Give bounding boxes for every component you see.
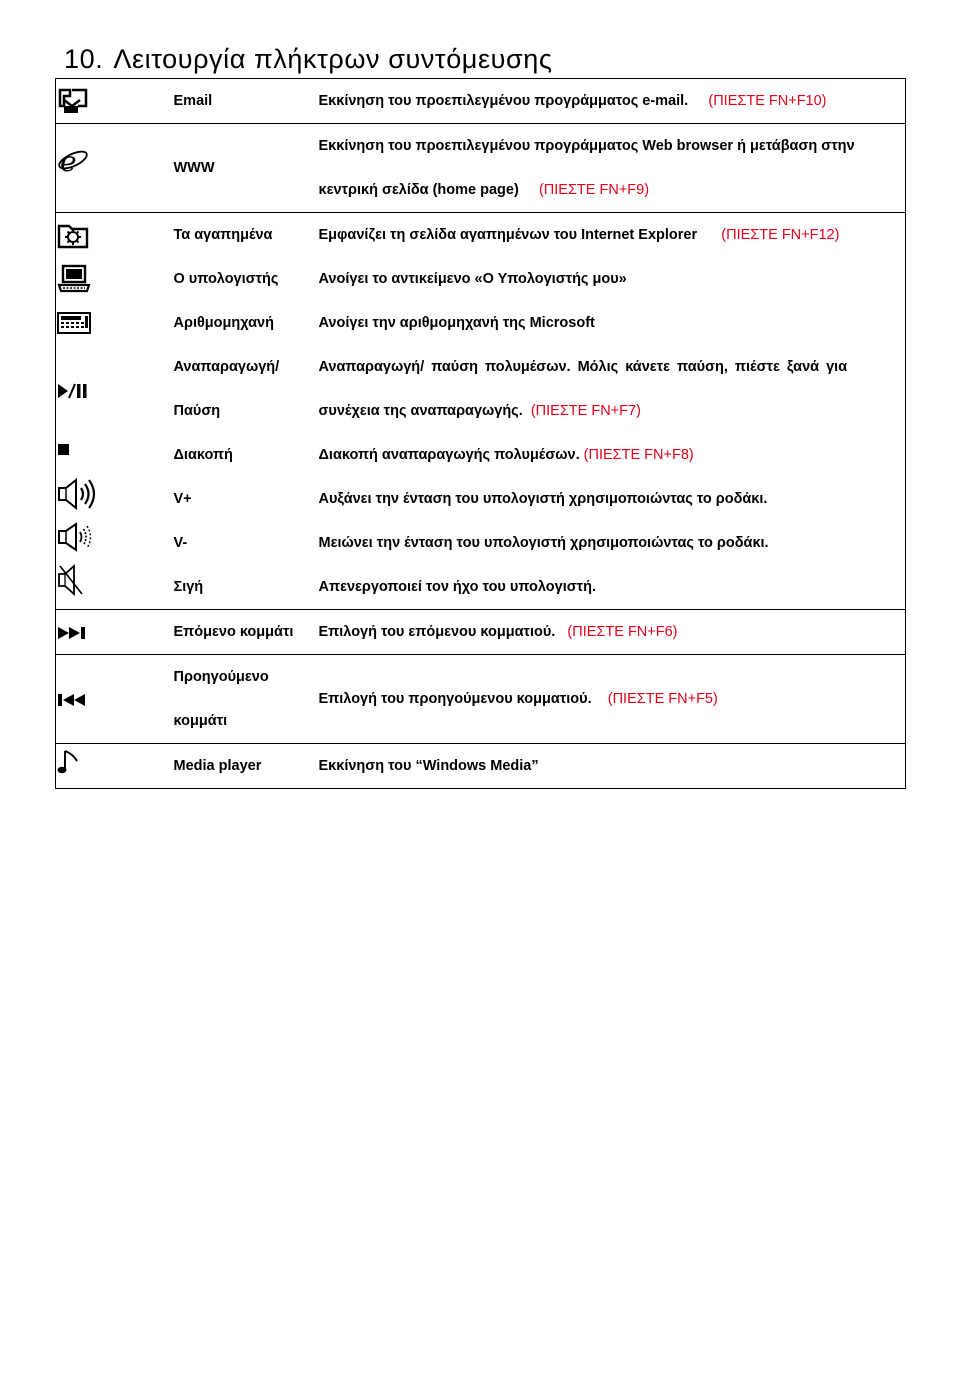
description-text: Διακοπή αναπαραγωγής πολυμέσων.: [318, 447, 580, 463]
key-name-line-2: Παύση: [173, 403, 221, 419]
table-row: [56, 301, 906, 345]
key-combo: (ΠΙΕΣΤΕ FN+F10): [708, 93, 827, 109]
mute-icon: [56, 562, 86, 598]
description-text: Εμφανίζει τη σελίδα αγαπημένων του Internet Explorer: [318, 227, 698, 243]
section-number: 10.: [64, 44, 104, 74]
key-name: Αριθμομηχανή: [173, 315, 274, 331]
key-name: V-: [173, 535, 188, 551]
table-row: [56, 521, 906, 565]
key-description: Ανοίγει την αριθμομηχανή της Microsoft: [311, 301, 906, 345]
icon-cell: [56, 213, 168, 258]
description-line-1: Εκκίνηση του προεπιλεγμένου προγράμματος Web browser ή μετάβαση στην: [318, 138, 855, 154]
volume-down-icon: [56, 521, 96, 553]
table-row: [56, 79, 906, 124]
table-row: [56, 477, 906, 521]
section-title: Λειτουργία πλήκτρων συντόμευσης: [113, 44, 553, 74]
key-name-line-1: Αναπαραγωγή/: [173, 359, 280, 375]
table-row: [56, 744, 906, 789]
icon-cell: [56, 79, 168, 124]
key-name: Email: [168, 79, 311, 124]
icon-cell: [56, 301, 168, 345]
description-text: Επιλογή του προηγούμενου κομματιού.: [318, 691, 592, 707]
table-row: [56, 213, 906, 258]
key-combo: (ΠΙΕΣΤΕ FN+F5): [607, 691, 718, 707]
key-description: Αυξάνει την ένταση του υπολογιστή χρησιμοποιώντας το ροδάκι.: [311, 477, 906, 521]
icon-cell: [56, 610, 168, 655]
key-combo: (ΠΙΕΣΤΕ FN+F7): [530, 403, 641, 419]
key-combo: (ΠΙΕΣΤΕ FN+F12): [721, 227, 840, 243]
description-line-2: [319, 389, 906, 433]
key-combo: (ΠΙΕΣΤΕ FN+F8): [583, 447, 694, 463]
table-row: [56, 610, 906, 655]
table-row: [56, 655, 906, 744]
next-track-icon: [56, 624, 90, 642]
description-text: συνέχεια της αναπαραγωγής.: [318, 403, 523, 419]
stop-icon: [56, 441, 76, 461]
key-combo: (ΠΙΕΣΤΕ FN+F6): [567, 624, 678, 640]
key-name-line-1: Προηγούμενο: [173, 669, 269, 685]
music-note-icon: [56, 747, 82, 777]
key-name-line-2: κομμάτι: [173, 713, 228, 729]
key-description: [311, 213, 906, 258]
key-description: [311, 655, 906, 744]
key-name: Επόμενο κομμάτι: [168, 610, 311, 655]
key-description: [311, 345, 906, 433]
icon-cell: [56, 655, 168, 744]
key-name: Ο υπολογιστής: [173, 271, 279, 287]
key-name: Media player: [168, 744, 311, 789]
key-description: Απενεργοποιεί τον ήχο του υπολογιστή.: [311, 565, 906, 610]
shortcut-table: [55, 78, 906, 789]
internet-explorer-icon: [56, 145, 90, 179]
icon-cell: [56, 477, 168, 521]
icon-cell: [56, 345, 168, 433]
previous-track-icon: [56, 691, 90, 709]
key-description: [311, 610, 906, 655]
key-description: [311, 124, 906, 213]
email-icon: [56, 86, 90, 116]
volume-up-icon: [56, 476, 98, 512]
table-row: [56, 257, 906, 301]
key-description: Εκκίνηση του “Windows Media”: [311, 744, 906, 789]
play-pause-icon: [56, 381, 90, 401]
icon-cell: [56, 565, 168, 610]
key-name: Τα αγαπημένα: [168, 213, 311, 258]
table-row: [56, 433, 906, 477]
description-text: Εκκίνηση του προεπιλεγμένου προγράμματος e-mail.: [318, 93, 689, 109]
page-title: [64, 44, 552, 75]
icon-cell: [56, 257, 168, 301]
icon-cell: [56, 124, 168, 213]
table-row: [56, 345, 906, 433]
key-description: Ανοίγει το αντικείμενο «Ο Υπολογιστής μου»: [311, 257, 906, 301]
key-name: Σιγή: [173, 579, 204, 595]
favorites-folder-icon: [56, 220, 90, 250]
icon-cell: [56, 433, 168, 477]
description-line-1: Αναπαραγωγή/ παύση πολυμέσων. Μόλις κάνετε παύση, πιέστε ξανά για: [318, 359, 848, 375]
svg-text:e: e: [60, 145, 77, 178]
key-name: Διακοπή: [173, 447, 233, 463]
key-description: [311, 433, 906, 477]
laptop-icon: [56, 264, 92, 294]
description-text: κεντρική σελίδα (home page): [318, 182, 519, 198]
key-name: [168, 345, 311, 433]
calculator-icon: [56, 311, 92, 335]
key-description: [311, 79, 906, 124]
icon-cell: [56, 521, 168, 565]
table-row: [56, 565, 906, 610]
icon-cell: [56, 744, 168, 789]
description-line-2: [319, 168, 906, 212]
key-name: [168, 655, 311, 744]
key-combo: (ΠΙΕΣΤΕ FN+F9): [538, 182, 650, 198]
description-text: Επιλογή του επόμενου κομματιού.: [318, 624, 556, 640]
key-name: WWW: [168, 124, 311, 213]
key-name: V+: [173, 491, 192, 507]
table-row: [56, 124, 906, 213]
key-description: Μειώνει την ένταση του υπολογιστή χρησιμοποιώντας το ροδάκι.: [311, 521, 906, 565]
